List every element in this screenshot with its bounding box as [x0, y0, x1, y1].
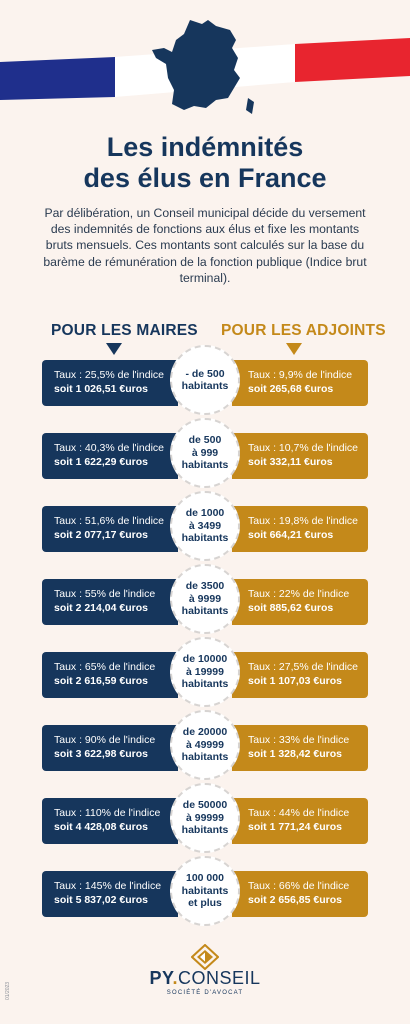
maire-cell: [42, 798, 178, 844]
adjoint-rate: Taux : 10,7% de l'indice: [248, 442, 358, 454]
adjoint-amount: soit 265,68 €uros: [248, 383, 334, 395]
maire-amount: soit 5 837,02 €uros: [54, 894, 148, 906]
adjoint-cell: [232, 506, 368, 552]
population-badge: de 20000 à 49999 habitants: [170, 710, 240, 780]
adjoint-rate: Taux : 27,5% de l'indice: [248, 661, 358, 673]
adjoint-amount: soit 664,21 €uros: [248, 529, 334, 541]
population-badge: de 50000 à 99999 habitants: [170, 783, 240, 853]
date-stamp: 01/2023: [5, 981, 11, 1000]
maire-rate: Taux : 25,5% de l'indice: [54, 369, 164, 381]
adjoint-rate: Taux : 66% de l'indice: [248, 880, 350, 892]
adjoint-rate: Taux : 9,9% de l'indice: [248, 369, 353, 381]
adjoint-rate: Taux : 22% de l'indice: [248, 588, 350, 600]
maire-amount: soit 2 077,17 €uros: [54, 529, 148, 541]
adjoint-cell: [232, 798, 368, 844]
adjoint-rate: Taux : 44% de l'indice: [248, 807, 350, 819]
column-heading-adjoints: POUR LES ADJOINTS: [221, 322, 386, 339]
table-row: [0, 360, 410, 406]
adjoint-amount: soit 332,11 €uros: [248, 456, 333, 468]
maire-cell: [42, 579, 178, 625]
adjoint-amount: soit 885,62 €uros: [248, 602, 334, 614]
adjoint-cell: [232, 579, 368, 625]
brand-part-2: CONSEIL: [178, 968, 261, 988]
title-line-2: des élus en France: [83, 163, 327, 193]
maire-cell: [42, 725, 178, 771]
maire-amount: soit 4 428,08 €uros: [54, 821, 148, 833]
adjoint-cell: [232, 725, 368, 771]
brand-tagline: SOCIÉTÉ D'AVOCAT: [166, 990, 244, 996]
adjoint-cell: [232, 871, 368, 917]
maire-rate: Taux : 90% de l'indice: [54, 734, 156, 746]
table-row: [0, 579, 410, 625]
table-row: [0, 433, 410, 479]
population-badge: de 500 à 999 habitants: [170, 418, 240, 488]
population-badge: 100 000 habitants et plus: [170, 856, 240, 926]
adjoint-amount: soit 1 771,24 €uros: [248, 821, 342, 833]
maire-rate: Taux : 51,6% de l'indice: [54, 515, 164, 527]
population-badge: de 3500 à 9999 habitants: [170, 564, 240, 634]
maire-cell: [42, 506, 178, 552]
table-row: [0, 506, 410, 552]
maire-cell: [42, 652, 178, 698]
arrow-down-icon: [286, 343, 302, 355]
table-row: [0, 798, 410, 844]
maire-amount: soit 1 622,29 €uros: [54, 456, 148, 468]
adjoint-rate: Taux : 19,8% de l'indice: [248, 515, 358, 527]
brand-name: [0, 968, 410, 989]
maire-rate: Taux : 65% de l'indice: [54, 661, 156, 673]
table-row: [0, 725, 410, 771]
diamond-logo-icon: [191, 944, 219, 970]
adjoint-cell: [232, 360, 368, 406]
maire-cell: [42, 360, 178, 406]
adjoint-amount: soit 2 656,85 €uros: [248, 894, 342, 906]
adjoint-amount: soit 1 107,03 €uros: [248, 675, 342, 687]
page-title: [0, 132, 410, 194]
adjoint-cell: [232, 652, 368, 698]
table-row: [0, 871, 410, 917]
france-map-icon: [150, 18, 262, 118]
intro-paragraph: Par délibération, un Conseil municipal décide du versement des indemnités de fonctions aux élus et fixe les montants bruts mensuels. Ces montants sont calculés sur la base du barème de rémunération de la fonction publique (Indice brut terminal).: [43, 206, 367, 285]
maire-amount: soit 3 622,98 €uros: [54, 748, 148, 760]
arrow-down-icon: [106, 343, 122, 355]
adjoint-cell: [232, 433, 368, 479]
brand-part-1: PY: [149, 968, 173, 988]
maire-rate: Taux : 55% de l'indice: [54, 588, 156, 600]
maire-amount: soit 2 616,59 €uros: [54, 675, 148, 687]
adjoint-rate: Taux : 33% de l'indice: [248, 734, 350, 746]
maire-cell: [42, 871, 178, 917]
header-banner: [0, 0, 410, 130]
title-line-1: Les indémnités: [106, 132, 304, 162]
table-row: [0, 652, 410, 698]
population-badge: - de 500 habitants: [170, 345, 240, 415]
maire-rate: Taux : 110% de l'indice: [54, 807, 161, 819]
maire-rate: Taux : 40,3% de l'indice: [54, 442, 164, 454]
maire-cell: [42, 433, 178, 479]
maire-amount: soit 1 026,51 €uros: [54, 383, 148, 395]
adjoint-amount: soit 1 328,42 €uros: [248, 748, 342, 760]
maire-amount: soit 2 214,04 €uros: [54, 602, 148, 614]
brand-dot: .: [172, 968, 178, 988]
column-heading-maires: POUR LES MAIRES: [51, 322, 198, 339]
maire-rate: Taux : 145% de l'indice: [54, 880, 162, 892]
population-badge: de 10000 à 19999 habitants: [170, 637, 240, 707]
population-badge: de 1000 à 3499 habitants: [170, 491, 240, 561]
